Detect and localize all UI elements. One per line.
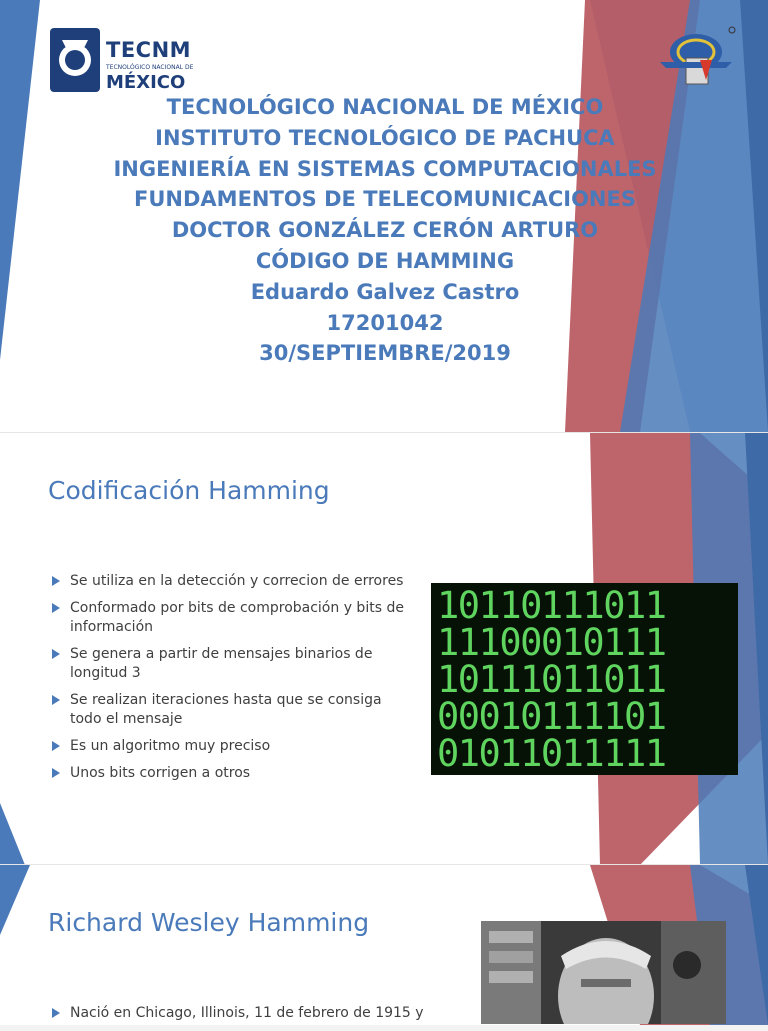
list-item: Conformado por bits de comprobación y bits de información bbox=[48, 599, 408, 637]
binary-row: 11100010111 bbox=[437, 621, 666, 664]
bullet-arrow-icon bbox=[52, 576, 60, 586]
tecnm-logo-name: TECNM bbox=[106, 38, 192, 62]
title-block bbox=[60, 92, 710, 369]
bullet-arrow-icon bbox=[52, 1008, 60, 1018]
bullet-arrow-icon bbox=[52, 695, 60, 705]
left-blue-triangle bbox=[0, 0, 40, 360]
bullet-list bbox=[48, 572, 408, 791]
itp-logo-icon bbox=[656, 24, 740, 90]
list-item: Se utiliza en la detección y correcion de errores bbox=[48, 572, 408, 591]
tecnm-emblem-icon bbox=[48, 26, 102, 94]
left-blue-triangle bbox=[0, 803, 25, 865]
title-slide bbox=[0, 0, 768, 432]
tecnm-logo-country: MÉXICO bbox=[106, 72, 186, 93]
binary-code-image bbox=[431, 583, 738, 775]
title-line-institution: TECNOLÓGICO NACIONAL DE MÉXICO bbox=[166, 95, 604, 119]
list-item: Se genera a partir de mensajes binarios de longitud 3 bbox=[48, 645, 408, 683]
title-line-date: 30/SEPTIEMBRE/2019 bbox=[259, 341, 511, 366]
hamming-portrait-photo bbox=[481, 921, 726, 1024]
title-line-career: INGENIERÍA EN SISTEMAS COMPUTACIONALES bbox=[113, 156, 657, 181]
tecnm-logo bbox=[48, 26, 194, 96]
title-line-campus: INSTITUTO TECNOLÓGICO DE PACHUCA bbox=[155, 125, 615, 150]
title-line-teacher: DOCTOR GONZÁLEZ CERÓN ARTURO bbox=[171, 218, 599, 243]
slide-heading: Richard Wesley Hamming bbox=[48, 908, 370, 937]
bullet-arrow-icon bbox=[52, 768, 60, 778]
title-line-student: Eduardo Galvez Castro bbox=[250, 279, 520, 304]
bullet-arrow-icon bbox=[52, 603, 60, 613]
tecnm-logo-subtitle: TECNOLÓGICO NACIONAL DE bbox=[106, 64, 194, 71]
list-item: Unos bits corrigen a otros bbox=[48, 764, 408, 783]
bullet-arrow-icon bbox=[52, 741, 60, 751]
title-line-student-id: 17201042 bbox=[326, 310, 444, 335]
binary-row: 10110111011 bbox=[437, 584, 666, 627]
bullet-arrow-icon bbox=[52, 649, 60, 659]
list-item: Es un algoritmo muy preciso bbox=[48, 737, 408, 756]
title-line-topic: CÓDIGO DE HAMMING bbox=[255, 248, 515, 273]
binary-row: 10111011011 bbox=[437, 658, 666, 701]
slide-heading: Codificación Hamming bbox=[48, 476, 330, 505]
left-blue-triangle bbox=[0, 865, 30, 935]
binary-row: 01011011111 bbox=[437, 732, 666, 775]
binary-row: 00010111101 bbox=[437, 695, 666, 738]
list-item: Nació en Chicago, Illinois, 11 de febrero de 1915 y bbox=[48, 1004, 448, 1023]
title-line-subject: FUNDAMENTOS DE TELECOMUNICACIONES bbox=[134, 187, 636, 212]
bullet-list bbox=[48, 1004, 448, 1031]
list-item: Se realizan iteraciones hasta que se consiga todo el mensaje bbox=[48, 691, 408, 729]
